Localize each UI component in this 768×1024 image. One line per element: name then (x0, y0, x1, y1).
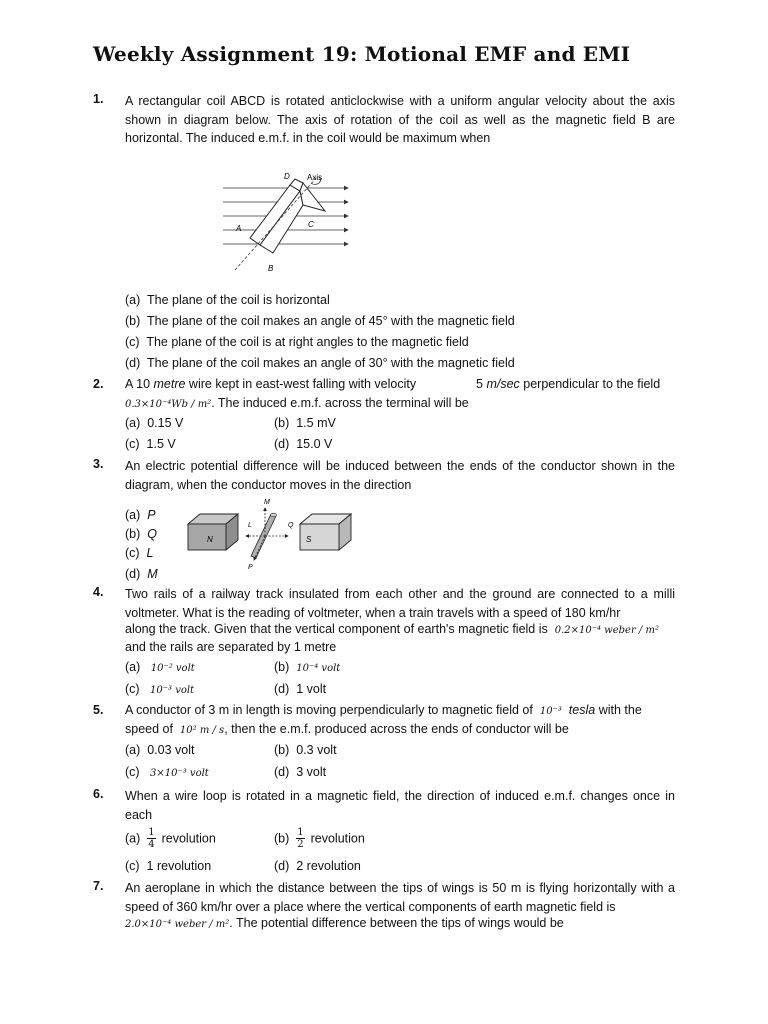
numerator: 1 (148, 827, 155, 838)
label-m: M (264, 499, 270, 506)
option-text: 1 revolution (146, 859, 212, 873)
magnet-conductor-diagram (186, 496, 356, 571)
rotation-axis (235, 177, 317, 270)
option-key: (a) (125, 743, 141, 757)
option-text: 10⁻³ volt (150, 685, 195, 696)
q1-option-a[interactable] (125, 293, 330, 307)
option-text: revolution (310, 831, 365, 846)
q3-option-c[interactable] (125, 546, 153, 560)
text: . The potential difference between the tips of wings would be (229, 916, 564, 930)
q2-line-1b (476, 377, 660, 391)
denominator: 2 (297, 839, 304, 850)
label-b: B (268, 264, 274, 273)
q6-option-d[interactable] (274, 859, 361, 873)
speed-value: 10² m / s (179, 725, 225, 736)
q4-option-d[interactable] (274, 682, 326, 696)
q5-option-b[interactable] (274, 743, 337, 757)
option-text: 1.5 mV (296, 416, 336, 430)
text: tesla (568, 703, 596, 717)
text: , then the e.m.f. produced across the ends of conductor will be (224, 722, 569, 736)
text: A 10 (125, 377, 154, 391)
conductor-rod (251, 513, 277, 558)
field-value: 10⁻³ (539, 706, 562, 717)
question-text: Two rails of a railway track insulated from each other and the ground are connected to a milli voltmeter. What is the reading of voltmeter, when a train travels with a speed of 180 km/hr (125, 587, 675, 620)
label-a: A (236, 224, 242, 233)
option-key: (b) (274, 743, 290, 757)
denominator: 4 (148, 839, 155, 850)
option-text: The plane of the coil makes an angle of 30° with the magnetic field (147, 356, 515, 370)
option-key: (a) (125, 416, 141, 430)
text: speed of (125, 722, 173, 736)
q5-option-a[interactable] (125, 743, 195, 757)
q5-option-d[interactable] (274, 765, 326, 779)
option-key: (c) (125, 437, 140, 451)
q4-option-c[interactable] (125, 682, 194, 696)
label-l: L (248, 522, 252, 529)
text: wire kept in east-west falling with velocity (185, 377, 417, 391)
q5-line-1 (125, 703, 642, 717)
q2-option-d[interactable] (274, 437, 332, 451)
q3-option-b[interactable] (125, 527, 157, 541)
option-text: The plane of the coil is at right angles to the magnetic field (146, 335, 469, 349)
question-number: 6. (93, 787, 104, 801)
q5-option-c[interactable] (125, 765, 209, 779)
option-text: 1.5 V (146, 437, 176, 451)
q2-line-1a (125, 377, 416, 391)
option-key: (d) (274, 859, 290, 873)
q2-option-b[interactable] (274, 416, 336, 430)
text: perpendicular to the field (519, 377, 661, 391)
rotating-coil-diagram (215, 165, 365, 277)
q2-line-2 (125, 396, 469, 410)
q4-option-a[interactable] (125, 660, 195, 674)
option-text: 0.03 volt (147, 743, 195, 757)
option-text: 15.0 V (296, 437, 333, 451)
q3-option-d[interactable] (125, 567, 158, 581)
page-title: Weekly Assignment 19: Motional EMF and EMI (93, 42, 631, 66)
option-text: 3×10⁻³ volt (150, 768, 209, 779)
question-number: 3. (93, 457, 104, 471)
text: A conductor of 3 m in length is moving perpendicularly to magnetic field of (125, 703, 533, 717)
option-text: 0.3 volt (296, 743, 337, 757)
text: metre (153, 377, 186, 391)
option-key: (b) (274, 416, 290, 430)
option-key: (b) (274, 660, 290, 674)
option-key: (a) (125, 831, 141, 846)
option-key: (c) (125, 335, 140, 349)
q4-option-b[interactable] (274, 660, 340, 674)
option-key: (a) (125, 660, 141, 674)
question-number: 5. (93, 703, 104, 717)
option-text: P (147, 508, 156, 522)
option-key: (c) (125, 546, 140, 560)
q1-option-d[interactable] (125, 356, 515, 370)
text: m/sec (486, 377, 520, 391)
q3-option-a[interactable] (125, 508, 156, 522)
option-text: 10⁻⁴ volt (296, 663, 341, 674)
question-number: 4. (93, 585, 104, 599)
option-key: (d) (125, 567, 141, 581)
q2-option-a[interactable] (125, 416, 183, 430)
numerator: 1 (297, 827, 304, 838)
option-text: L (146, 546, 154, 560)
field-value: 2.0×10⁻⁴ weber / m² (125, 919, 230, 930)
question-text: When a wire loop is rotated in a magnetic field, the direction of induced e.m.f. changes once in each (125, 789, 675, 822)
q2-option-c[interactable] (125, 437, 176, 451)
text: along the track. Given that the vertical component of earth's magnetic field is (125, 622, 548, 636)
magnet-n (188, 514, 238, 550)
question-text: A rectangular coil ABCD is rotated anticlockwise with a uniform angular velocity about the axis shown in diagram below. The axis of rotation of the coil as well as the magnetic field B are horizontal. The induced e.m.f. in the coil would be maximum when (125, 94, 675, 145)
question-text: An aeroplane in which the distance between the tips of wings is 50 m is flying horizontally with a speed of 360 km/hr over a place where the vertical components of earth magnetic field is (125, 881, 675, 914)
q5-line-2 (125, 722, 569, 736)
option-text: M (147, 567, 158, 581)
option-key: (a) (125, 293, 141, 307)
option-text: 2 revolution (296, 859, 361, 873)
option-key: (d) (274, 437, 290, 451)
option-key: (c) (125, 765, 140, 779)
option-key: (c) (125, 682, 140, 696)
question-number: 1. (93, 92, 104, 106)
question-text: An electric potential difference will be induced between the ends of the conductor shown in the diagram, when the conductor moves in the direction (125, 459, 675, 492)
option-text: 1 volt (296, 682, 327, 696)
text: . The induced e.m.f. across the terminal will be (211, 396, 469, 410)
option-key: (b) (125, 527, 141, 541)
q1-option-c[interactable] (125, 335, 469, 349)
label-s: S (306, 535, 312, 544)
label-p: P (248, 564, 253, 571)
option-key: (a) (125, 508, 141, 522)
option-key: (c) (125, 859, 140, 873)
question-number: 2. (93, 377, 104, 391)
label-d: D (284, 172, 290, 181)
q7-line-3 (125, 916, 564, 930)
fraction (147, 827, 155, 850)
q6-option-a[interactable] (125, 827, 216, 850)
option-text: 0.15 V (147, 416, 184, 430)
fraction (296, 827, 304, 850)
option-key: (b) (274, 831, 290, 846)
field-value: 0.3×10⁻⁴Wb / m² (125, 399, 212, 410)
q6-option-b[interactable] (274, 827, 365, 850)
option-key: (d) (274, 765, 290, 779)
option-text: The plane of the coil makes an angle of 45° with the magnetic field (147, 314, 515, 328)
label-axis: Axis (307, 173, 323, 182)
q4-line-3 (125, 622, 659, 636)
option-key: (d) (125, 356, 141, 370)
option-key: (d) (274, 682, 290, 696)
magnet-s (300, 514, 351, 550)
option-text: The plane of the coil is horizontal (147, 293, 330, 307)
option-text: Q (147, 527, 157, 541)
text: with the (598, 703, 642, 717)
q1-option-b[interactable] (125, 314, 515, 328)
text: 5 (476, 377, 487, 391)
question-number: 7. (93, 879, 104, 893)
q6-option-c[interactable] (125, 859, 211, 873)
option-text: revolution (161, 831, 216, 846)
label-c: C (308, 220, 314, 229)
option-text: 10⁻² volt (150, 663, 195, 674)
label-n: N (207, 535, 213, 544)
option-key: (b) (125, 314, 141, 328)
option-text: 3 volt (296, 765, 327, 779)
label-q: Q (288, 522, 294, 529)
q4-line-4: and the rails are separated by 1 metre (125, 640, 337, 654)
field-value: 0.2×10⁻⁴ weber / m² (554, 625, 659, 636)
